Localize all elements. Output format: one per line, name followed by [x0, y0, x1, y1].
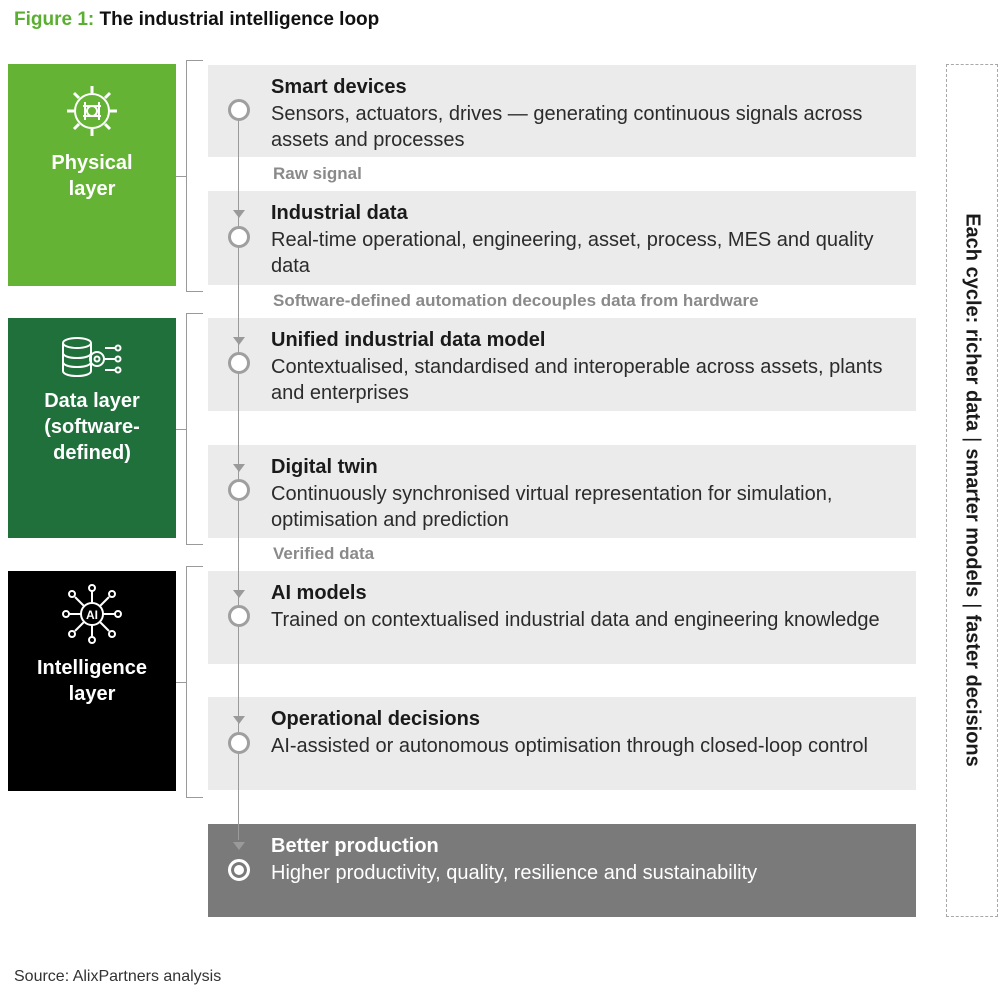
intelligence-layer-bracket	[176, 566, 204, 798]
flow-arrow	[233, 842, 245, 850]
step-card-operational-decisions	[208, 697, 916, 790]
cycle-loop-text	[961, 213, 984, 767]
step-description: Trained on contextualised industrial data and engineering knowledge	[271, 609, 880, 631]
figure-title	[14, 9, 379, 31]
physical-layer-bracket	[176, 60, 204, 292]
intelligence-layer-block	[8, 571, 176, 791]
outcome-description: Higher productivity, quality, resilience and sustainability	[271, 862, 758, 884]
cycle-separator: |	[961, 437, 984, 443]
data-layer-block	[8, 318, 176, 538]
flow-node	[228, 352, 250, 374]
step-description: Real-time operational, engineering, asset, process, MES and quality data	[271, 229, 874, 277]
flow-arrow	[233, 716, 245, 724]
intelligence-layer-label: Intelligence layer	[36, 657, 148, 705]
step-description: Contextualised, standardised and interoperable across assets, plants and enterprises	[271, 356, 883, 404]
source-note: Source: AlixPartners analysis	[14, 968, 222, 985]
flow-arrow	[233, 590, 245, 598]
cycle-text-faster-decisions: faster decisions	[961, 614, 984, 767]
step-title: Operational decisions	[271, 708, 480, 730]
step-description: AI-assisted or autonomous optimisation through closed-loop control	[271, 735, 868, 757]
step-title: Industrial data	[271, 202, 408, 224]
step-title: Unified industrial data model	[271, 329, 546, 351]
step-card-industrial-data	[208, 191, 916, 285]
flow-node-final	[228, 859, 250, 881]
step-title: Smart devices	[271, 76, 407, 98]
svg-text:AI: AI	[86, 608, 98, 622]
connector-label-software-defined: Software-defined automation decouples data from hardware	[273, 291, 759, 310]
figure-title-text: The industrial intelligence loop	[99, 9, 380, 30]
step-card-digital-twin	[208, 445, 916, 538]
cycle-text-richer-data: Each cycle: richer data	[961, 213, 984, 432]
cycle-text-smarter-models: smarter models	[961, 448, 984, 598]
flow-arrow	[233, 464, 245, 472]
flow-arrow	[233, 337, 245, 345]
connector-label-raw-signal: Raw signal	[273, 164, 362, 183]
flow-line	[238, 110, 239, 840]
step-description: Continuously synchronised virtual representation for simulation, optimisation and prediction	[271, 483, 833, 531]
data-layer-bracket	[176, 313, 204, 545]
step-title: AI models	[271, 582, 367, 604]
connector-label-verified-data: Verified data	[273, 544, 375, 563]
outcome-title: Better production	[271, 835, 439, 857]
flow-node	[228, 479, 250, 501]
figure-number: Figure 1:	[14, 9, 95, 30]
physical-layer-label: Physical layer	[51, 152, 133, 200]
flow-node	[228, 99, 250, 121]
gear-chip-icon	[63, 82, 121, 145]
database-gear-icon	[59, 334, 125, 387]
step-card-ai-models	[208, 571, 916, 664]
step-card-smart-devices	[208, 65, 916, 157]
step-card-unified-data-model	[208, 318, 916, 411]
step-description: Sensors, actuators, drives — generating continuous signals across assets and processes	[271, 103, 863, 151]
flow-node	[228, 732, 250, 754]
flow-node	[228, 226, 250, 248]
flow-arrow	[233, 210, 245, 218]
ai-chip-icon	[61, 583, 123, 650]
flow-node	[228, 605, 250, 627]
physical-layer-block	[8, 64, 176, 286]
outcome-card-better-production	[208, 824, 916, 917]
cycle-separator: |	[961, 603, 984, 609]
step-title: Digital twin	[271, 456, 378, 478]
data-layer-label: Data layer (software- defined)	[44, 390, 140, 464]
